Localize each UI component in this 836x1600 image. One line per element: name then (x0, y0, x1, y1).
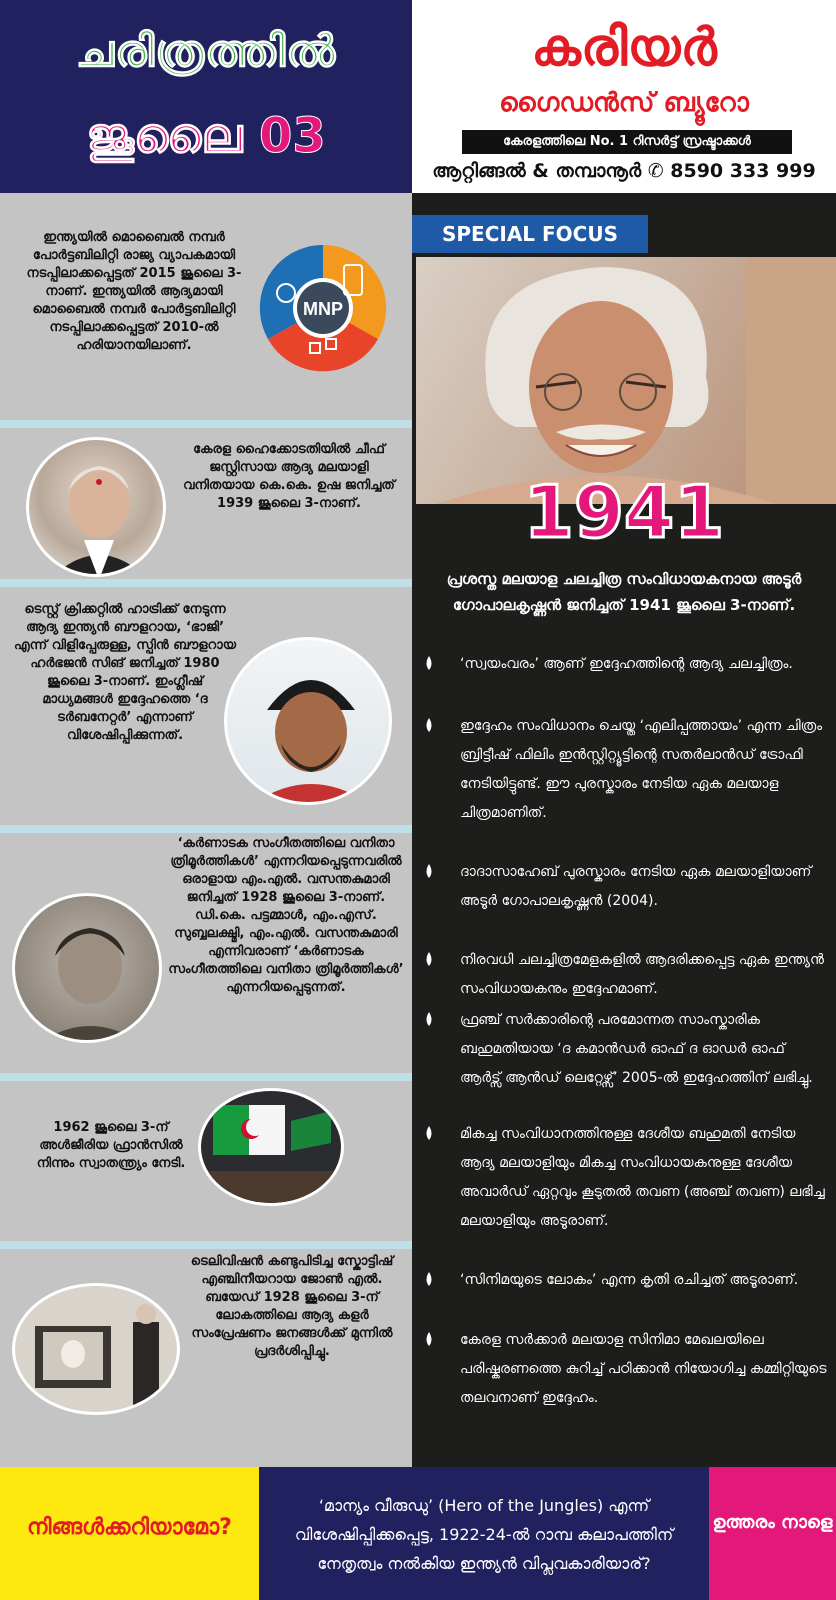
brand-contact: ആറ്റിങ്ങൽ & തമ്പാനൂർ ✆ 8590 333 999 (432, 160, 816, 182)
brand-tagline: കേരളത്തിലെ No. 1 റിസർട്ട് സ്രഷ്ടാക്കൾ (462, 130, 792, 154)
focus-bullet (424, 650, 828, 679)
kk-usha-photo (26, 437, 166, 577)
brand-panel (412, 0, 836, 193)
quiz-question-panel (259, 1467, 709, 1600)
divider (0, 1073, 412, 1081)
quiz-label: നിങ്ങൾക്കറിയാമോ? (27, 1515, 232, 1540)
mnp-badge-text: MNP (303, 299, 343, 319)
divider (0, 1241, 412, 1249)
harbhajan-photo (224, 637, 392, 805)
focus-bullet (424, 1266, 828, 1295)
drop-bullet-icon (424, 952, 434, 966)
focus-bullet-text: ദാദാസാഹേബ് പുരസ്കാരം നേടിയ ഏക മലയാളിയാണ് അടൂർ ഗോപാലകൃഷ്ണൻ (2004). (460, 864, 812, 909)
special-focus-label: SPECIAL FOCUS (412, 215, 648, 253)
drop-bullet-icon (424, 864, 434, 878)
focus-intro: പ്രശസ്ത മലയാള ചലച്ചിത്ര സംവിധായകനായ അടൂർ ഗോപാലകൃഷ്ണൻ ജനിച്ചത് 1941 ജൂലൈ 3-നാണ്. (446, 570, 802, 614)
header-title-line2: ജൂലൈ 03 (86, 108, 326, 164)
quiz-question: ‘മാന്യം വീരുഡു’ (Hero of the Jungles) എന്ന് വിശേഷിപ്പിക്കപ്പെട്ട, 1922-24-ൽ റാമ്പ കലാപത്തിന് നേതൃത്വം നൽകിയ ഇന്ത്യൻ വിപ്ലവകാരിയാര്? (294, 1496, 674, 1573)
focus-bullet-text: കേരള സർക്കാർ മലയാള സിനിമാ മേഖലയിലെ പരിഷ്കരണത്തെ കുറിച്ച് പഠിക്കാൻ നിയോഗിച്ച കമ്മിറ്റിയുടെ തലവനാണ് ഇദ്ദേഹം. (460, 1332, 827, 1406)
focus-bullet-text: മികച്ച സംവിധാനത്തിനുള്ള ദേശീയ ബഹുമതി നേടിയ ആദ്യ മലയാളിയും മികച്ച സംവിധായകനുള്ള ദേശീയ അവാർഡ് ഏറ്റവും കൂടുതൽ തവണ (അഞ്ച് തവണ) ലഭിച്ച മലയാളിയും അടൂരാണ്. (460, 1126, 825, 1229)
brand-subtitle: ഗൈഡൻസ് ബ്യൂറോ (499, 88, 749, 118)
drop-bullet-icon (424, 718, 434, 732)
header-title-line1: ചരിത്രത്തിൽ (75, 26, 337, 77)
algeria-photo (198, 1088, 344, 1206)
focus-bullet-text: ഇദ്ദേഹം സംവിധാനം ചെയ്ത ‘എലിപ്പത്തായം’ എന്ന ചിത്രം ബ്രിട്ടീഷ് ഫിലിം ഇൻസ്റ്റിറ്റ്യൂട്ടിന്റെ സതർലാൻഡ് ട്രോഫി നേടിയിട്ടുണ്ട്. ഈ പുരസ്കാരം നേടിയ ഏക മലയാള ചിത്രമാണിത്. (460, 718, 823, 821)
focus-bullet-text: ഫ്രഞ്ച് സർക്കാരിന്റെ പരമോന്നത സാംസ്കാരിക ബഹുമതിയായ ‘ദ കമാൻഡർ ഓഫ് ദ ഓഡർ ഓഫ് ആർട്സ് ആൻഡ് ലെറ്റേഴ്സ്’ 2005-ൽ ഇദ്ദേഹത്തിന് ലഭിച്ചു. (460, 1012, 813, 1086)
list-item-text: ഇന്ത്യയിൽ മൊബൈൽ നമ്പർ പോർട്ടബിലിറ്റി രാജ്യ വ്യാപകമായി നടപ്പിലാക്കപ്പെട്ടത് 2015 ജൂലൈ 3-നാണ്. ഇന്ത്യയിൽ ആദ്യമായി മൊബൈൽ നമ്പർ പോർട്ടബിലിറ്റി നടപ്പിലാക്കപ്പെട്ടത് 2010-ൽ ഹരിയാനയിലാണ്. (26, 230, 242, 353)
drop-bullet-icon (424, 1272, 434, 1286)
header-title-panel (0, 0, 412, 193)
vasanthakumari-photo (12, 893, 162, 1043)
focus-bullet (424, 1326, 828, 1413)
focus-bullet-text: ‘സ്വയംവരം’ ആണ് ഇദ്ദേഹത്തിന്റെ ആദ്യ ചലച്ചിത്രം. (460, 656, 793, 672)
focus-bullet (424, 1120, 828, 1236)
drop-bullet-icon (424, 1012, 434, 1026)
brand-name: കരിയർ (531, 18, 717, 78)
focus-bullet-text: ‘സിനിമയുടെ ലോകം’ എന്ന കൃതി രചിച്ചത് അടൂരാണ്. (460, 1272, 799, 1288)
list-item-text: കേരള ഹൈക്കോടതിയിൽ ചീഫ് ജസ്റ്റിസായ ആദ്യ മലയാളി വനിതയായ കെ.കെ. ഉഷ ജനിച്ചത് 1939 ജൂലൈ 3-നാണ്. (183, 442, 395, 511)
focus-bullet (424, 946, 828, 1004)
list-item-text: ടെസ്റ്റ് ക്രിക്കറ്റിൽ ഹാട്രിക്ക് നേടുന്ന ആദ്യ ഇന്ത്യൻ ബൗളറായ, ‘ഭാജി’ എന്ന് വിളിപ്പേരുള്ള, സ്പിൻ ബൗളറായ ഹർഭജൻ സിങ് ജനിച്ചത് 1980 ജൂലൈ 3-നാണ്. ഇംഗ്ലീഷ് മാധ്യമങ്ങൾ ഇദ്ദേഹത്തെ ‘ദ ടർബനേറ്റർ’ എന്നാണ് വിശേഷിപ്പിക്കുന്നത്. (13, 602, 237, 743)
drop-bullet-icon (424, 656, 434, 670)
drop-bullet-icon (424, 1126, 434, 1140)
tv-demo-photo (12, 1283, 180, 1415)
divider (0, 825, 412, 833)
divider (0, 579, 412, 587)
list-item-text: ടെലിവിഷൻ കണ്ടുപിടിച്ച സ്കോട്ടിഷ് എഞ്ചിനീയറായ ജോൺ എൽ. ബയേഡ് 1928 ജൂലൈ 3-ന് ലോകത്തിലെ ആദ്യ കളർ സംപ്രേഷണം ജനങ്ങൾക്ക് മുന്നിൽ പ്രദർശിപ്പിച്ചു. (190, 1254, 394, 1359)
adoor-portrait (416, 257, 836, 504)
answer-tomorrow-panel (709, 1467, 836, 1600)
mnp-icon (258, 243, 388, 373)
focus-bullet (424, 1006, 828, 1093)
list-item-text: 1962 ജൂലൈ 3-ന് അൾജീരിയ ഫ്രാൻസിൽ നിന്നും സ്വാതന്ത്ര്യം നേടി. (36, 1120, 186, 1171)
quiz-label-panel (0, 1467, 259, 1600)
divider (0, 420, 412, 428)
drop-bullet-icon (424, 1332, 434, 1346)
focus-year: 1941 (523, 470, 725, 554)
on-this-day-list (0, 193, 412, 1467)
focus-bullet (424, 712, 828, 828)
focus-bullet (424, 858, 828, 916)
focus-bullet-text: നിരവധി ചലച്ചിത്രമേളകളിൽ ആദരിക്കപ്പെട്ട ഏക ഇന്ത്യൻ സംവിധായകനും ഇദ്ദേഹമാണ്. (460, 952, 824, 997)
answer-label: ഉത്തരം നാളെ (712, 1512, 833, 1533)
list-item-text: ‘കർണാടക സംഗീതത്തിലെ വനിതാ ത്രിമൂർത്തികൾ’ എന്നറിയപ്പെടുന്നവരിൽ ഒരാളായ എം.എൽ. വസന്തകുമാരി ജനിച്ചത് 1928 ജൂലൈ 3-നാണ്. ഡി.കെ. പട്ടമ്മാൾ, എം.എസ്. സുബ്ബലക്ഷ്മി, എം.എൽ. വസന്തകുമാരി എന്നിവരാണ് ‘കർണാടക സംഗീതത്തിലെ വനിതാ ത്രിമൂർത്തികൾ’ എന്നറിയപ്പെടുന്നത്. (168, 836, 404, 995)
